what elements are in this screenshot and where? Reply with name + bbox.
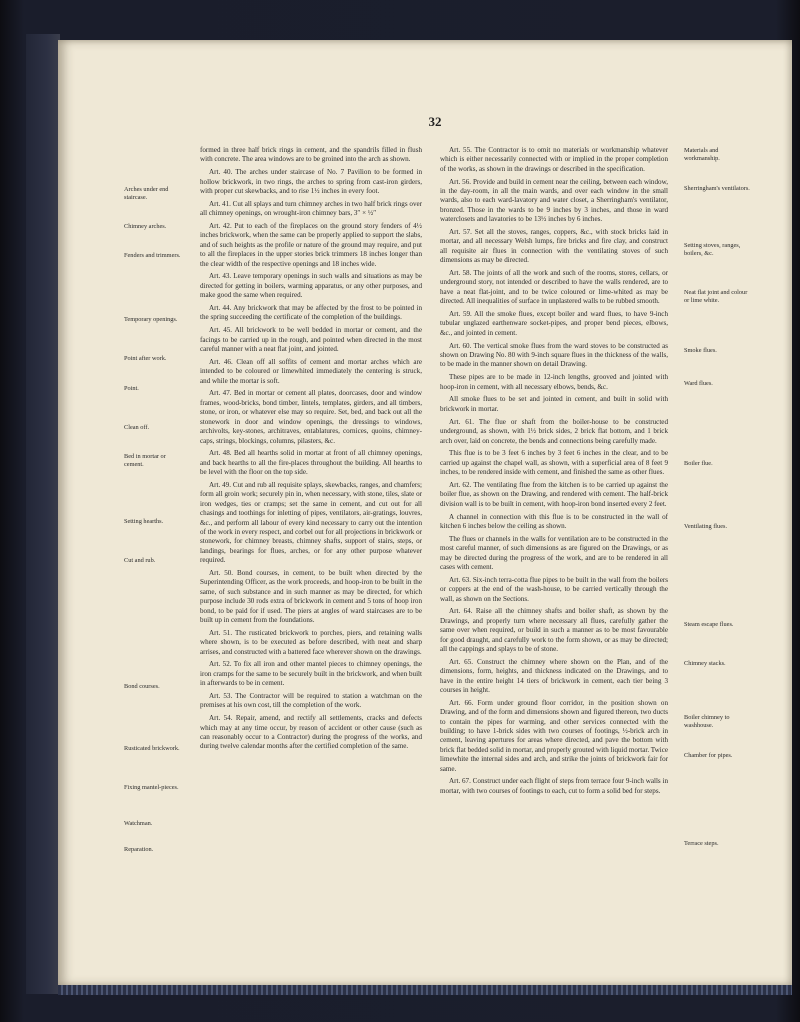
margin-note: Reparation. xyxy=(124,846,154,853)
margin-note: Boiler flue. xyxy=(684,460,713,467)
page-number: 32 xyxy=(428,114,442,129)
margin-note: Fixing mantel-pieces. xyxy=(124,784,179,791)
paragraph: Art. 40. The arches under staircase of No. 7 Pavilion to be formed in hollow brickwork, in two rings, the arches to spring from cast-iron girders, with proper cut skewbacks, and to rise 1½ inches in every foot. xyxy=(200,168,422,196)
paragraph: Art. 67. Construct under each flight of steps from terrace four 9-inch walls in mortar, with two courses of footings to each, cut to form a solid bed for steps. xyxy=(440,777,668,795)
paragraph: All smoke flues to be set and jointed in cement, and built in solid with brickwork in mortar. xyxy=(440,395,668,413)
document-page xyxy=(58,40,792,986)
margin-note: Smoke flues. xyxy=(684,347,717,354)
margin-note: Ward flues. xyxy=(684,380,713,387)
paragraph: Art. 43. Leave temporary openings in such walls and situations as may be directed for getting in boilers, warming apparatus, or any other purposes, and make good the same when required. xyxy=(200,272,422,300)
paragraph: Art. 57. Set all the stoves, ranges, coppers, &c., with stock bricks laid in mortar, and all necessary Welsh lumps, fire bricks and fire clay, and construct all requisite air flues in connection with the ventilating stoves of such dimensions as may be directed. xyxy=(440,228,668,265)
paragraph: Art. 61. The flue or shaft from the boiler-house to be constructed underground, as shown, with 1½ brick sides, 2 brick flat bottom, and 1 brick arch over, laid on concrete, the bends and connections being carefully made. xyxy=(440,417,668,445)
paragraph: Art. 41. Cut all splays and turn chimney arches in two half brick rings over all chimney openings, on wrought-iron chimney bars, 3″ × ½″ xyxy=(200,199,422,218)
margin-note: Bond courses. xyxy=(124,683,160,690)
paragraph: Art. 65. Construct the chimney where shown on the Plan, and of the dimensions, form, heights, and thickness indicated on the Drawings, and to have in the entire height 14 tiers of brickwork in cement, each tier being 3 courses in height. xyxy=(440,657,668,694)
paragraph: Art. 66. Form under ground floor corridor, in the position shown on Drawing, and of the form and dimensions shown and figured thereon, two ducts to contain the pipes for warming, and other services connected with the building; to have 1-brick sides with two courses of footings, ½-brick arch in cement, leaving apertures for areas where directed, and pave the bottom with brick flat bedded solid in mortar, and properly grouted with liquid mortar. Twice limewhite the internal sides and arch, and strike the joints of brickwork fair for same. xyxy=(440,698,669,773)
paragraph: Art. 52. To fix all iron and other mantel pieces to chimney openings, the iron cramps for the same to be securely built in the brickwork, and when built in afterwards to be in cement. xyxy=(200,660,422,688)
margin-note: Watchman. xyxy=(124,820,153,827)
paragraph: Art. 50. Bond courses, in cement, to be built when directed by the Superintending Officer, as the work proceeds, and hoop-iron to be built in the same, of such substance and in such manner as may be directed, for which purpose include 30 rods extra of brickwork in cement and 5 tons of hoop iron bond, to be paid for if used. The piers at angles of ward staircases are to be built up in cement from the foundations. xyxy=(200,568,422,624)
paragraph: A channel in connection with this flue is to be constructed in the wall of kitchen 6 inches below the ceiling as shown. xyxy=(440,512,668,530)
page-edge xyxy=(58,985,792,995)
paragraph: Art. 60. The vertical smoke flues from the ward stoves to be constructed as shown on Drawing No. 80 with 9-inch square flues in the thickness of the walls, to be made in the manner shown on detail Drawing. xyxy=(440,341,668,369)
paragraph: Art. 62. The ventilating flue from the kitchen is to be carried up against the boiler flue, as shown on the Drawing, and rendered with cement. The half-brick division wall is to be built in cement, with hoop-iron bond inserted every 2 feet. xyxy=(440,480,668,508)
paragraph: The flues or channels in the walls for ventilation are to be constructed in the most careful manner, of such dimensions as are figured on the Drawings, or as may be directed during the progress of the work, and are to be rendered in all cases with cement. xyxy=(440,534,668,571)
margin-note: Chimney stacks. xyxy=(684,660,726,667)
paragraph: Art. 44. Any brickwork that may be affected by the frost to be pointed in the spring succeeding the certificate of the completion of the buildings. xyxy=(200,304,422,322)
paragraph: Art. 53. The Contractor will be required to station a watchman on the premises at his own cost, till the completion of the work. xyxy=(200,692,422,710)
paragraph: These pipes are to be made in 12-inch lengths, grooved and jointed with hoop-iron in cement, with all necessary elbows, bends, &c. xyxy=(440,373,668,391)
margin-note: Arches under end staircase. xyxy=(124,186,169,201)
margin-note: Chamber for pipes. xyxy=(684,752,733,759)
paragraph: Art. 56. Provide and build in cement near the ceiling, between each window, in the day-room, in all the main wards, and over each window in the small wards, also to each ward-lavatory and water closet, a Sherringham's ventilator, bronzed. Those in the wards to be 9 inches by 3 inches, and those in ward waterclosets and lavatories to be 13½ inches by 6 inches. xyxy=(440,177,668,224)
margin-note: Clean off. xyxy=(124,424,150,431)
paragraph: Art. 46. Clean off all soffits of cement and mortar arches which are intended to be coloured or limewhited immediately the centering is struck, and while the mortar is soft. xyxy=(200,357,422,385)
margin-note: Ventilating flues. xyxy=(684,523,728,530)
margin-note: Temporary openings. xyxy=(124,316,178,323)
paragraph: Art. 45. All brickwork to be well bedded in mortar or cement, and the facings to be carried up in the rough, and pointed when directed in the most careful manner with a neat flat joint, and jointed. xyxy=(200,326,422,354)
paragraph: Art. 55. The Contractor is to omit no materials or workmanship whatever which is either necessarily connected with or implied in the proper completion of the works, as shown in the drawings or described in the specification. xyxy=(440,146,668,173)
paragraph: Art. 49. Cut and rub all requisite splays, skewbacks, ranges, and chamfers; form all groin work; securely pin in, when necessary, with stone, tiles, slate or iron wedges, ties or cramps; set the same in cement, and cut out for all chasings and toothings for inletting of pipes, ventilators, air-gratings, louvres, &c., and perform all labour of every kind necessary to carry out the intention of the work in every respect, and corbel out for all projections in brickwork or stonework, for chimney breasts, chimney shafts, support of stairs, steps, or landings, bearings for flues, arches, or for any other purpose whatever required. xyxy=(200,480,422,565)
paragraph: Art. 59. All the smoke flues, except boiler and ward flues, to have 9-inch tubular unglazed earthenware socket-pipes, and proper bend pieces, elbows, &c., and jointed in cement. xyxy=(440,310,668,337)
paragraph: Art. 48. Bed all hearths solid in mortar at front of all chimney openings, and back hearths to all the fire-places throughout the building. All hearths to be level with the floor on the top side. xyxy=(200,449,422,477)
right-text-column xyxy=(440,146,668,800)
margin-note: Point after work. xyxy=(124,355,167,362)
margin-note: Point. xyxy=(124,385,139,392)
paragraph: formed in three half brick rings in cement, and the spandrils filled in flush with concrete. The area windows are to be groined into the arch as shown. xyxy=(200,146,422,164)
margin-note: Sherringham's ventilators. xyxy=(684,185,750,192)
margin-note: Cut and rub. xyxy=(124,557,156,564)
paragraph: Art. 47. Bed in mortar or cement all plates, doorcases, door and window frames, wood-bricks, bond timber, lintels, templates, girders, and all timbers, stone, or iron, or whatever else may so require. Set, bed, and back out all the stonework in door and window openings, the dressings to windows, archivolts, key-stones, architraves, entablatures, cornices, quoins, chimney-caps, strings, blockings, columns, pilasters, &c. xyxy=(200,389,422,445)
margin-note: Fenders and trimmers. xyxy=(124,252,181,259)
margin-note: Steam escape flues. xyxy=(684,621,734,628)
margin-note: Chimney arches. xyxy=(124,223,167,230)
margin-note: Materials and workmanship. xyxy=(684,147,720,162)
margin-note: Setting hearths. xyxy=(124,518,164,525)
margin-note: Bed in mortar or cement. xyxy=(124,453,166,468)
margin-note: Neat flat joint and colour or lime white. xyxy=(684,289,748,304)
margin-note: Boiler chimney to washhouse. xyxy=(684,714,730,729)
paragraph: Art. 58. The joints of all the work and such of the rooms, stores, cellars, or underground story, not intended or described to have the walls rendered, are to have a neat flat-joint, and to be twice coloured or lime-whited as may be directed. All inequalities of surface in unplastered walls to be rubbed smooth. xyxy=(440,269,668,306)
margin-note: Terrace steps. xyxy=(684,840,719,847)
paragraph: Art. 64. Raise all the chimney shafts and boiler shaft, as shown by the Drawings, and properly turn where necessary all flues, carefully gather the same over when required, or build in such a manner as to be most favourable for good draught, and carefully work to the form shown, or as may be directed; all the cappings and splays to be of stone. xyxy=(440,607,668,653)
paragraph: This flue is to be 3 feet 6 inches by 3 feet 6 inches in the clear, and to be carried up against the chapel wall, as shown, with a superficial area of 8 feet 9 inches, to be rendered inside with cement, and finished the same as other flues. xyxy=(440,449,668,477)
paragraph: Art. 54. Repair, amend, and rectify all settlements, cracks and defects which may at any time occur, by reason of accident or other cause (such as can reasonably occur to a Contractor) during the progress of the works, and during twelve calendar months after the certified completion of the same. xyxy=(200,714,422,751)
paragraph: Art. 63. Six-inch terra-cotta flue pipes to be built in the wall from the boilers or coppers at the end of the wash-house, to be carried vertically through the wall, as shown on the Sections. xyxy=(440,575,668,603)
paragraph: Art. 42. Put to each of the fireplaces on the ground story fenders of 4½ inches brickwork, when the same can be properly applied to support the slabs, and of such heights as the profile or nature of the ground may require, and put to all the fireplaces in the upper stories brick trimmers 18 inches longer than the clear width of the respective openings and 18 inches wide. xyxy=(200,222,422,268)
book-binding xyxy=(26,34,60,994)
margin-note: Setting stoves, ranges, boilers, &c. xyxy=(684,242,741,257)
paragraph: Art. 51. The rusticated brickwork to porches, piers, and retaining walls where shown, is to be executed as before described, with neat and sharp arrises, and constructed with a battered face wherever shown on the drawings. xyxy=(200,628,422,656)
left-text-column xyxy=(200,146,422,755)
margin-note: Rusticated brickwork. xyxy=(124,745,180,752)
